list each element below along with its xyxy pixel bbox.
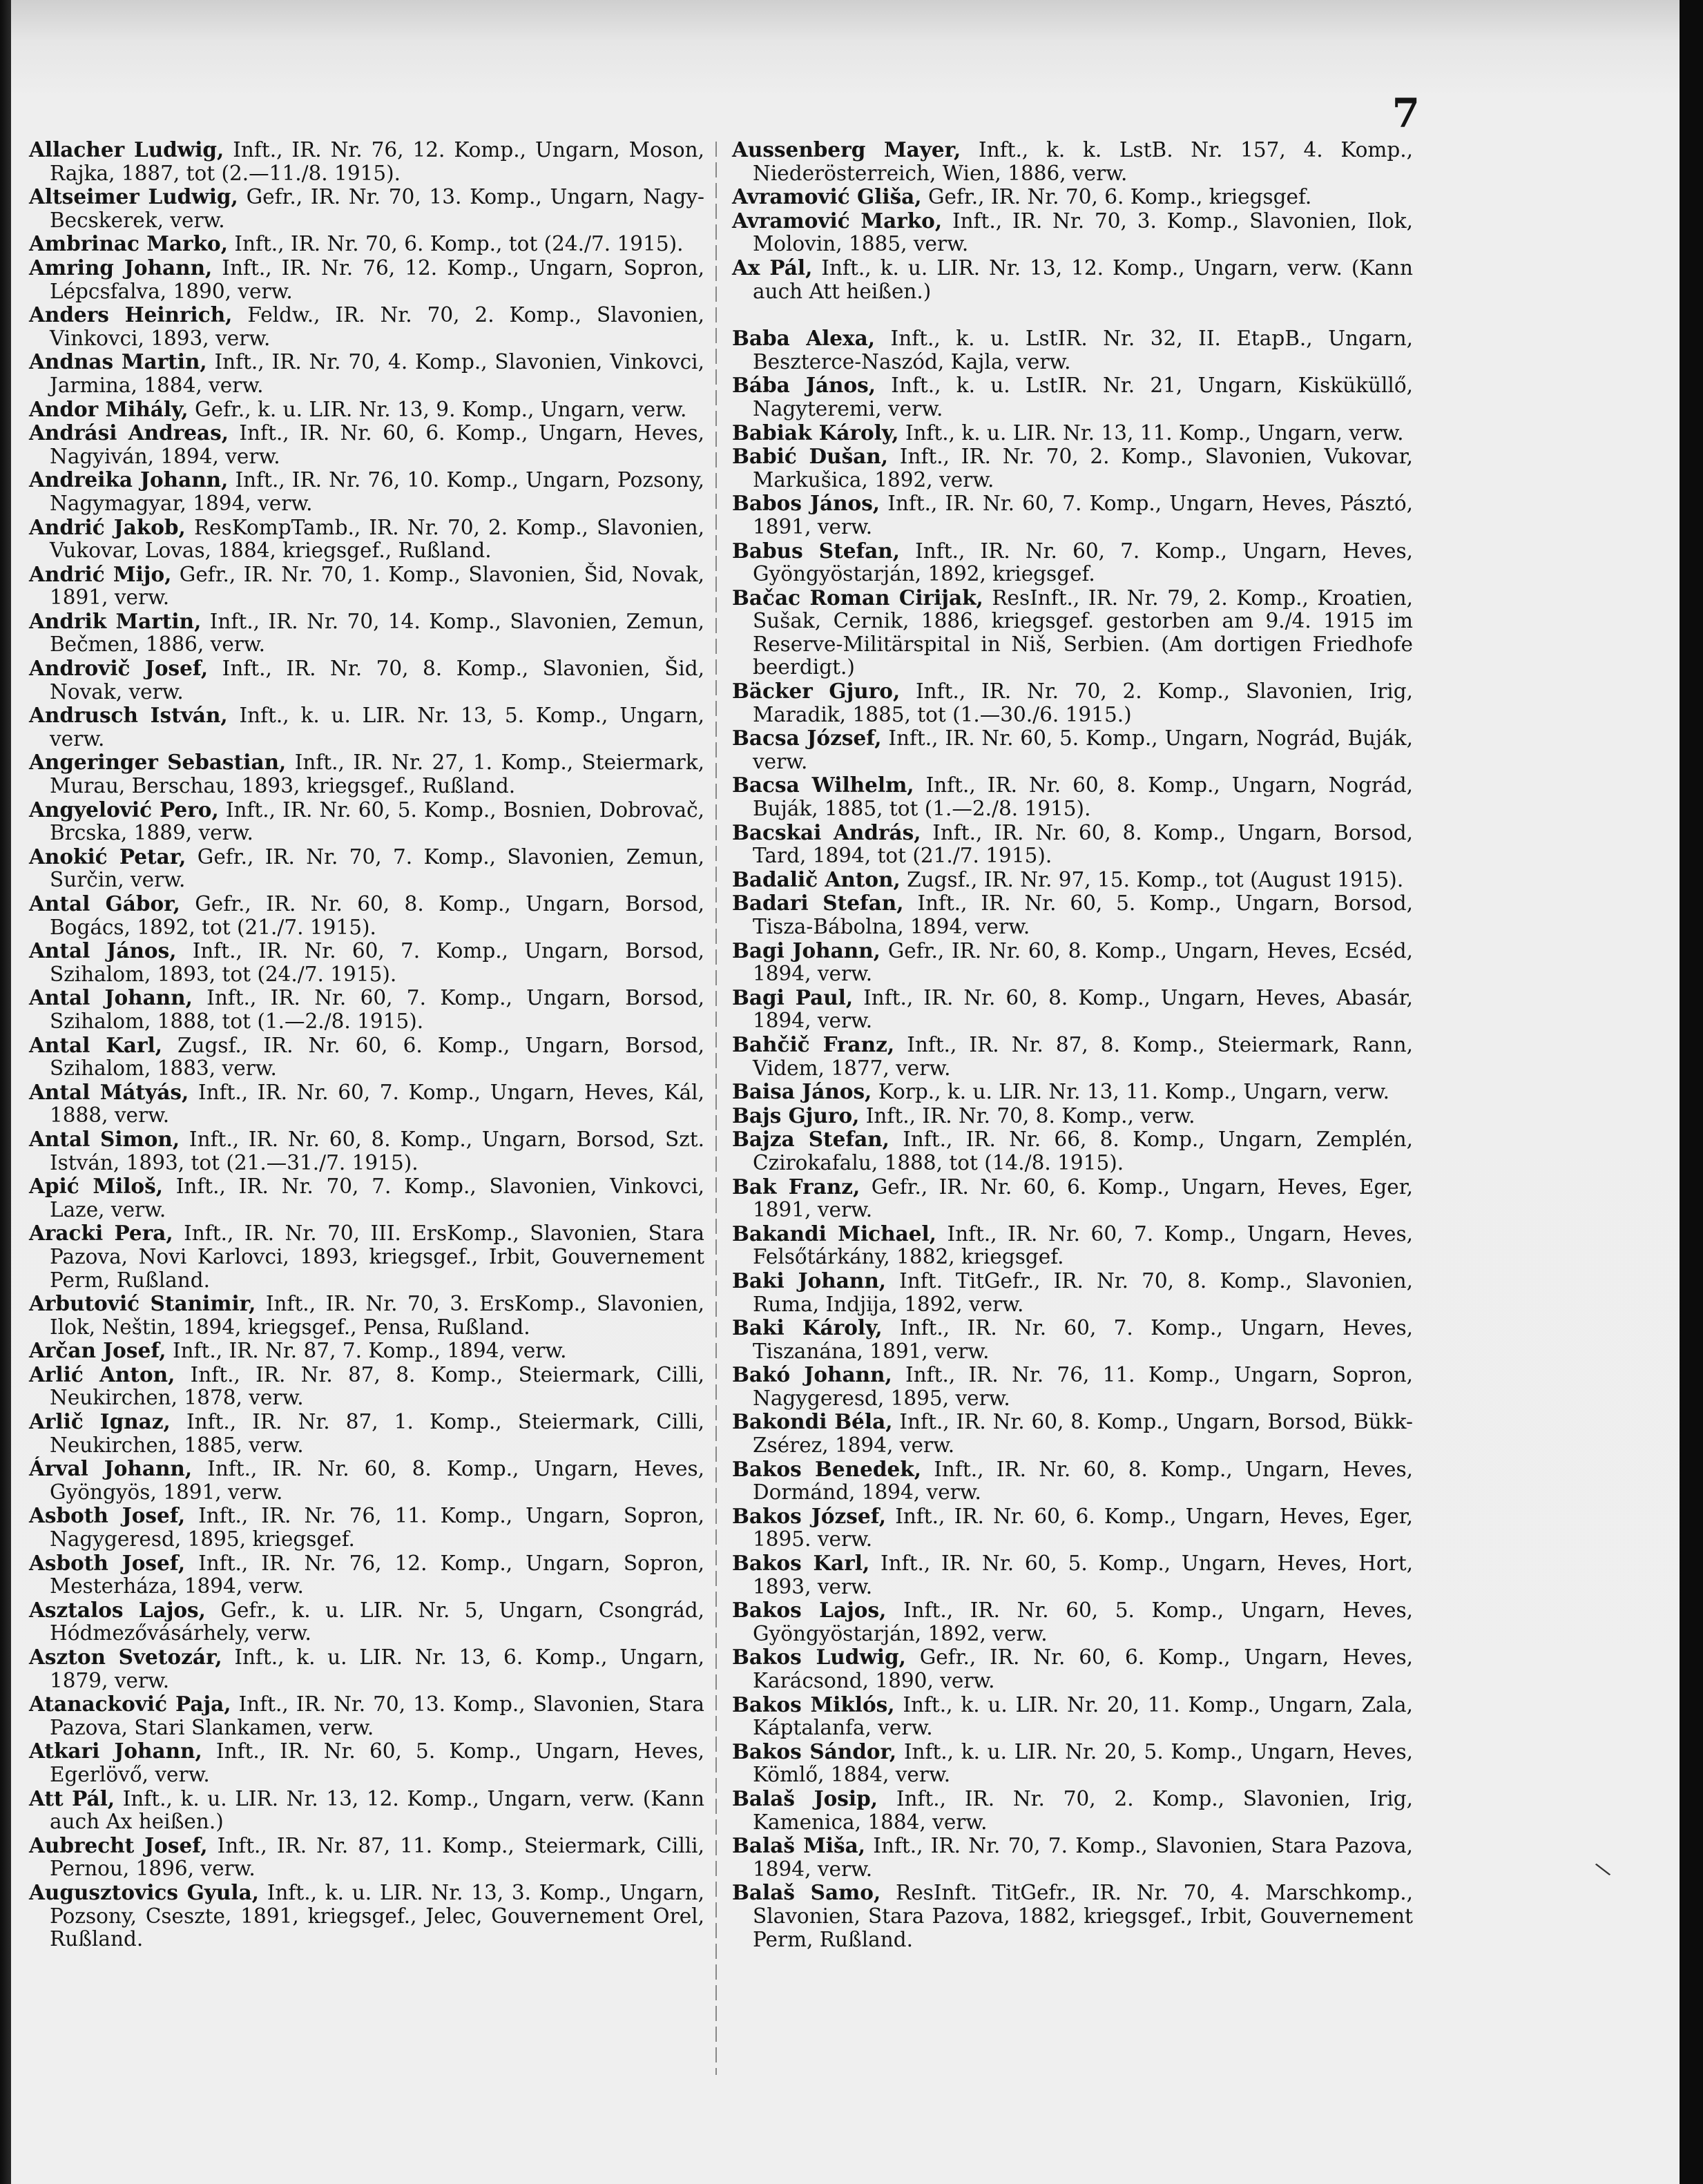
entry-details: Inft., k. u. LIR. Nr. 20, 5. Komp., Ungarn, Heves, Kömlő, 1884, verw. [753,1739,1413,1787]
left-column [29,138,704,1951]
entry-name: Apić Miloš, [29,1174,163,1199]
casualty-entry [732,1740,1413,1787]
entry-details: Inft., IR. Nr. 60, 8. Komp., Ungarn, Heves, Abasár, 1894, verw. [753,985,1413,1033]
entry-details: Gefr., k. u. LIR. Nr. 5, Ungarn, Csongrád, Hódmezővásárhely, verw. [50,1598,704,1645]
casualty-entry [29,1552,704,1598]
entry-details: Inft., k. u. LIR. Nr. 13, 5. Komp., Ungarn, verw. [50,704,705,751]
casualty-entry [732,539,1413,586]
entry-details: Feldw., IR. Nr. 70, 2. Komp., Slavonien, Vinkovci, 1893, verw. [50,303,704,350]
entry-details: Inft., IR. Nr. 87, 11. Komp., Steiermark, Cilli, Pernou, 1896, verw. [50,1833,704,1881]
entry-details: Inft., IR. Nr. 70, 13. Komp., Slavonien, Stara Pazova, Stari Slankamen, verw. [50,1692,704,1739]
entry-name: Bakos Ludwig, [732,1645,906,1670]
entry-details: Inft., IR. Nr. 70, 3. ErsKomp., Slavonien, Ilok, Neštin, 1894, kriegsgef., Pensa, Rußland. [50,1292,704,1339]
entry-details: Inft., IR. Nr. 60, 8. Komp., Ungarn, Nográd, Buják, 1885, tot (1.—2./8. 1915). [753,773,1414,821]
casualty-entry [29,1881,704,1951]
entry-name: Antal Mátyás, [29,1079,189,1104]
entry-name: Asboth Josef, [29,1550,186,1575]
entry-details: Inft., IR. Nr. 60, 5. Komp., Ungarn, Borsod, Tisza-Bábolna, 1894, verw. [753,891,1414,938]
casualty-entry [29,398,704,422]
entry-name: Androvič Josef, [29,656,209,681]
entry-name: Aubrecht Josef, [29,1833,208,1857]
entry-name: Amring Johann, [29,255,213,280]
entry-name: Bakos Lajos, [732,1598,887,1623]
scan-edge-left [0,0,11,2184]
entry-name: Bakos Sándor, [732,1739,897,1763]
entry-details: Inft., IR. Nr. 76, 12. Komp., Ungarn, Sopron, Lépcsfalva, 1890, verw. [50,255,704,303]
entry-name: Andrási Andreas, [29,421,229,445]
entry-name: Antal Simon, [29,1126,180,1151]
casualty-entry [732,327,1413,374]
casualty-entry [732,939,1413,986]
entry-name: Baisa János, [732,1079,872,1104]
entry-details: Inft., IR. Nr. 70, 4. Komp., Slavonien, Vinkovci, Jarmina, 1884, verw. [50,350,704,397]
casualty-entry [732,1787,1413,1834]
entry-details: Korp., k. u. LIR. Nr. 13, 11. Komp., Ungarn, verw. [872,1080,1389,1104]
entry-details: Inft., k. u. LstIR. Nr. 21, Ungarn, Kisküküllő, Nagyteremi, verw. [753,374,1413,421]
casualty-entry [29,610,704,657]
entry-details: Inft., IR. Nr. 60, 8. Komp., Ungarn, Borsod, Szt. István, 1893, tot (21.—31./7. 1915). [50,1127,704,1175]
entry-name: Angyelović Pero, [29,797,219,822]
entry-name: Bajza Stefan, [732,1127,889,1152]
entry-details: ResKompTamb., IR. Nr. 70, 2. Komp., Slavonien, Vukovar, Lovas, 1884, kriegsgef., Rußland. [50,515,705,563]
entry-name: Augusztovics Gyula, [29,1879,260,1904]
entry-details: Inft., IR. Nr. 70, 7. Komp., Slavonien, Stara Pazova, 1894, verw. [753,1834,1414,1881]
entry-name: Atanacković Paja, [29,1692,231,1717]
entry-name: Babus Stefan, [732,538,900,563]
entry-name: Aussenberg Mayer, [732,137,961,162]
entry-name: Altseimer Ludwig, [29,184,238,209]
entry-details: Inft., IR. Nr. 87, 8. Komp., Steiermark, Rann, Videm, 1877, verw. [753,1032,1414,1080]
entry-details: Inft., IR. Nr. 60, 5. Komp., Bosnien, Dobrovač, Brcska, 1889, verw. [50,798,705,845]
entry-name: Bagi Paul, [732,985,854,1009]
casualty-entry [29,1645,704,1692]
casualty-entry [29,845,704,892]
casualty-entry [732,256,1413,303]
casualty-entry [29,1692,704,1739]
entry-name: Bajs Gjuro, [732,1103,860,1128]
entry-name: Andnas Martin, [29,349,207,374]
casualty-entry [732,1834,1413,1881]
entry-details: Zugsf., IR. Nr. 97, 15. Komp., tot (August 1915). [900,867,1404,891]
casualty-entry [732,1269,1413,1316]
entry-details: Inft., IR. Nr. 70, 8. Komp., verw. [859,1103,1195,1128]
entry-details: Inft., IR. Nr. 60, 6. Komp., Ungarn, Heves, Nagyiván, 1894, verw. [50,421,704,468]
casualty-entry [732,821,1413,868]
entry-details: Inft., IR. Nr. 76, 10. Komp., Ungarn, Pozsony, Nagymagyar, 1894, verw. [50,468,704,515]
stray-pen-mark: \ [1593,1857,1613,1882]
casualty-entry [732,986,1413,1033]
entry-name: Ambrinac Marko, [29,231,228,256]
entry-details: Inft., k. u. LIR. Nr. 20, 11. Komp., Ungarn, Zala, Káptalanfa, verw. [753,1692,1413,1740]
entry-name: Baki Károly, [732,1315,883,1340]
entry-name: Andor Mihály, [29,396,189,421]
entry-details: Inft., IR. Nr. 60, 5. Komp., Ungarn, Heves, Hort, 1893, verw. [753,1552,1413,1598]
entry-details: Gefr., IR. Nr. 60, 6. Komp., Ungarn, Heves, Karácsond, 1890, verw. [753,1645,1413,1692]
entry-name: Antal Gábor, [29,891,180,916]
casualty-entry [29,516,704,563]
entry-name: Anders Heinrich, [29,302,233,327]
entry-details: Inft., IR. Nr. 60, 7. Komp., Ungarn, Heves, Felsőtárkány, 1882, kriegsgef. [753,1221,1413,1269]
entry-details: Inft. TitGefr., IR. Nr. 70, 8. Komp., Slavonien, Ruma, Indjija, 1892, verw. [753,1268,1413,1316]
entry-details: Inft., IR. Nr. 76, 11. Komp., Ungarn, Sopron, Nagygeresd, 1895, verw. [753,1363,1413,1410]
entry-details: Inft., IR. Nr. 60, 5. Komp., Ungarn, Heves, Egerlövő, verw. [50,1739,704,1786]
entry-name: Angeringer Sebastian, [29,750,287,775]
entry-details: Inft., IR. Nr. 66, 8. Komp., Ungarn, Zemplén, Czirokafalu, 1888, tot (14./8. 1915). [753,1128,1413,1175]
entry-name: Aszton Svetozár, [29,1645,222,1669]
entry-details: Inft., k. u. LIR. Nr. 13, 12. Komp., Ungarn, verw. (Kann auch Ax heißen.) [50,1786,705,1834]
casualty-entry [732,138,1413,185]
entry-name: Arbutović Stanimir, [29,1291,256,1316]
entry-details: Inft., IR. Nr. 87, 7. Komp., 1894, verw. [166,1339,567,1363]
entry-details: Inft., IR. Nr. 60, 5. Komp., Ungarn, Nográd, Buják, verw. [753,726,1413,773]
casualty-entry [29,563,704,610]
scan-edge-right [1680,0,1703,2184]
casualty-entry [29,303,704,350]
entry-details: ResInft. TitGefr., IR. Nr. 70, 4. Marschkomp., Slavonien, Stara Pazova, 1882, kriegsgef., Irbit, Gouvernement Perm, Rußland. [753,1881,1413,1951]
entry-name: Bakos Benedek, [732,1456,921,1481]
casualty-entry [732,1104,1413,1128]
entry-name: Bába János, [732,373,876,398]
entry-name: Arčan Josef, [29,1338,166,1363]
entry-details: Inft., IR. Nr. 70, III. ErsKomp., Slavonien, Stara Pazova, Novi Karlovci, 1893, kriegsgef., Irbit, Gouvernement Perm, Rußland. [50,1221,705,1292]
entry-details: Inft., IR. Nr. 70, 2. Komp., Slavonien, Irig, Maradik, 1885, tot (1.—30./6. 1915.) [753,679,1414,726]
column-divider [715,142,717,2075]
entry-details: Zugsf., IR. Nr. 60, 6. Komp., Ungarn, Borsod, Szihalom, 1883, verw. [50,1033,704,1081]
entry-details: Inft., IR. Nr. 76, 11. Komp., Ungarn, Sopron, Nagygeresd, 1895, kriegsgef. [50,1504,705,1552]
casualty-entry [29,468,704,515]
entry-details: Inft., IR. Nr. 60, 6. Komp., Ungarn, Heves, Eger, 1895. verw. [753,1504,1414,1552]
casualty-entry [29,986,704,1033]
entry-details: Inft., k. u. LIR. Nr. 13, 11. Komp., Ungarn, verw. [898,421,1404,445]
entry-name: Bacsa József, [732,726,882,751]
casualty-entry [29,1292,704,1339]
entry-details: Inft., IR. Nr. 60, 8. Komp., Ungarn, Heves, Dormánd, 1894, verw. [753,1457,1413,1505]
casualty-entry [732,1128,1413,1175]
entry-name: Baba Alexa, [732,326,876,351]
casualty-entry [732,445,1413,492]
casualty-entry [29,138,704,185]
entry-details: Inft., IR. Nr. 60, 7. Komp., Ungarn, Heves, Tiszanána, 1891, verw. [753,1316,1413,1363]
entry-name: Bagi Johann, [732,938,881,963]
entry-details: Inft., IR. Nr. 70, 2. Komp., Slavonien, Irig, Kamenica, 1884, verw. [753,1786,1414,1834]
entry-details: Inft., IR. Nr. 70, 8. Komp., Slavonien, Šid, Novak, verw. [50,657,704,704]
entry-details: Gefr., IR. Nr. 70, 1. Komp., Slavonien, Šid, Novak, 1891, verw. [50,562,704,610]
entry-details: Inft., IR. Nr. 76, 12. Komp., Ungarn, Sopron, Mesterháza, 1894, verw. [50,1551,705,1598]
entry-name: Bakos Karl, [732,1551,870,1576]
entry-name: Anokić Petar, [29,844,186,869]
casualty-entry [732,726,1413,773]
entry-name: Balaš Josip, [732,1786,878,1810]
entry-name: Babiak Károly, [732,420,899,445]
entry-details: Inft., IR. Nr. 60, 5. Komp., Ungarn, Heves, Gyöngyöstarján, 1892, verw. [753,1598,1413,1645]
entry-name: Atkari Johann, [29,1739,202,1763]
casualty-entry [732,1316,1413,1363]
casualty-entry [732,374,1413,421]
entry-name: Antal János, [29,938,177,963]
casualty-entry [29,1834,704,1881]
casualty-entry [732,1552,1413,1598]
entry-name: Allacher Ludwig, [29,137,224,162]
casualty-entry [29,1081,704,1128]
entry-details: Gefr., IR. Nr. 70, 13. Komp., Ungarn, Nagy-Becskerek, verw. [50,185,704,232]
casualty-entry [732,1693,1413,1740]
entry-name: Bakos József, [732,1503,886,1528]
entry-name: Bakos Miklós, [732,1692,895,1717]
entry-name: Andreika Johann, [29,467,229,492]
entry-name: Avramović Marko, [732,208,943,233]
entry-details: Inft., k. u. LIR. Nr. 13, 3. Komp., Ungarn, Pozsony, Cseszte, 1891, kriegsgef., Jelec, Gouvernement Orel, Rußland. [50,1880,704,1951]
entry-name: Asboth Josef, [29,1503,186,1528]
casualty-entry [29,1363,704,1410]
casualty-entry [29,892,704,939]
entry-details: Inft., k. k. LstB. Nr. 157, 4. Komp., Niederösterreich, Wien, 1886, verw. [753,138,1414,185]
entry-details: Inft., IR. Nr. 60, 7. Komp., Ungarn, Borsod, Szihalom, 1888, tot (1.—2./8. 1915). [50,986,704,1033]
entry-name: Andrusch István, [29,703,228,728]
casualty-entry [29,1598,704,1645]
entry-details: Inft., IR. Nr. 60, 8. Komp., Ungarn, Heves, Gyöngyös, 1891, verw. [50,1457,704,1504]
entry-details: Gefr., IR. Nr. 70, 6. Komp., kriegsgef. [921,185,1312,209]
entry-name: Badari Stefan, [732,891,904,916]
entry-name: Bačac Roman Cirijak, [732,585,983,610]
page-number: 7 [1392,90,1420,137]
entry-details: Inft., IR. Nr. 70, 2. Komp., Slavonien, Vukovar, Markušica, 1892, verw. [753,445,1414,492]
entry-name: Ax Pál, [732,255,813,280]
casualty-entry [732,868,1413,892]
casualty-entry [29,1221,704,1292]
casualty-entry [732,1505,1413,1552]
casualty-entry [732,773,1413,820]
casualty-entry [29,1034,704,1081]
casualty-entry [29,350,704,397]
casualty-entry [732,586,1413,679]
casualty-entry [29,1128,704,1175]
entry-details: Inft., IR. Nr. 60, 7. Komp., Ungarn, Heves, Kál, 1888, verw. [50,1080,704,1128]
entry-name: Asztalos Lajos, [29,1597,206,1622]
casualty-entry [732,1458,1413,1505]
casualty-entry [732,492,1413,539]
entry-name: Balaš Samo, [732,1880,881,1905]
entry-name: Badalič Anton, [732,867,901,891]
entry-details: Gefr., k. u. LIR. Nr. 13, 9. Komp., Ungarn, verw. [188,397,687,421]
entry-details: ResInft., IR. Nr. 79, 2. Komp., Kroatien, Sušak, Cernik, 1886, kriegsgef. gestorben am 9./4. 1915 im Reserve-Militärspital in Niš, Serbien. (Am dortigen Friedhofe beerdigt.) [753,586,1413,679]
casualty-entry [732,1222,1413,1269]
casualty-entry [29,1175,704,1221]
entry-details: Inft., IR. Nr. 70, 14. Komp., Slavonien, Zemun, Bečmen, 1886, verw. [50,609,704,657]
entry-name: Arlić Anton, [29,1362,175,1386]
casualty-entry [732,1080,1413,1104]
casualty-entry [732,421,1413,445]
entry-name: Balaš Miša, [732,1833,866,1858]
entry-details: Inft., k. u. LIR. Nr. 13, 6. Komp., Ungarn, 1879, verw. [50,1645,705,1692]
casualty-entry [29,1739,704,1786]
entry-details: Gefr., IR. Nr. 60, 8. Komp., Ungarn, Borsod, Bogács, 1892, tot (21./7. 1915). [50,892,704,939]
entry-name: Bacskai András, [732,820,921,844]
casualty-entry [29,751,704,798]
entry-details: Inft., IR. Nr. 70, 6. Komp., tot (24./7. 1915). [227,232,684,256]
entry-details: Inft., k. u. LIR. Nr. 13, 12. Komp., Ungarn, verw. (Kann auch Att heißen.) [753,255,1413,303]
entry-details: Inft., IR. Nr. 60, 8. Komp., Ungarn, Borsod, Tard, 1894, tot (21./7. 1915). [753,820,1413,868]
entry-name: Bäcker Gjuro, [732,679,901,704]
entry-details: Gefr., IR. Nr. 60, 8. Komp., Ungarn, Heves, Ecséd, 1894, verw. [753,938,1413,986]
casualty-entry [29,232,704,256]
casualty-entry [29,1457,704,1504]
entry-details: Gefr., IR. Nr. 70, 7. Komp., Slavonien, Zemun, Surčin, verw. [50,844,704,892]
casualty-entry [732,1033,1413,1080]
entry-name: Andrik Martin, [29,608,202,633]
entry-name: Andrić Mijo, [29,561,172,586]
entry-name: Avramović Gliša, [732,184,922,209]
entry-name: Bakó Johann, [732,1362,892,1387]
entry-details: Inft., IR. Nr. 60, 8. Komp., Ungarn, Borsod, Bükk-Zsérez, 1894, verw. [753,1410,1413,1458]
entry-details: Inft., IR. Nr. 70, 7. Komp., Slavonien, Vinkovci, Laze, verw. [50,1175,705,1221]
casualty-entry [732,1175,1413,1222]
entry-details: Inft., IR. Nr. 60, 7. Komp., Ungarn, Heves, Gyöngyöstarján, 1892, kriegsgef. [753,539,1413,586]
entry-name: Bakandi Michael, [732,1221,936,1246]
entry-details: Inft., IR. Nr. 27, 1. Komp., Steiermark, Murau, Berschau, 1893, kriegsgef., Rußland. [50,751,704,798]
right-column [732,138,1413,1951]
entry-details: Inft., IR. Nr. 70, 3. Komp., Slavonien, Ilok, Molovin, 1885, verw. [753,209,1413,256]
entry-name: Bacsa Wilhelm, [732,773,914,798]
casualty-entry [732,891,1413,938]
entry-name: Antal Karl, [29,1032,162,1057]
entry-details: Inft., IR. Nr. 87, 1. Komp., Steiermark, Cilli, Neukirchen, 1885, verw. [50,1410,704,1457]
casualty-entry [29,185,704,232]
entry-name: Babić Dušan, [732,444,889,469]
entry-name: Aracki Pera, [29,1221,173,1246]
casualty-entry [732,1410,1413,1457]
casualty-entry [29,1504,704,1551]
casualty-entry [732,679,1413,726]
entry-details: Inft., k. u. LstIR. Nr. 32, II. EtapB., Ungarn, Beszterce-Naszód, Kajla, verw. [753,327,1413,374]
casualty-entry [732,1645,1413,1692]
casualty-entry [732,209,1413,256]
entry-name: Bakondi Béla, [732,1409,893,1434]
casualty-entry [732,1363,1413,1410]
casualty-entry [732,1881,1413,1951]
entry-name: Babos János, [732,491,881,516]
casualty-entry [29,798,704,845]
entry-name: Bak Franz, [732,1174,860,1199]
casualty-entry [29,657,704,704]
entry-details: Inft., IR. Nr. 60, 7. Komp., Ungarn, Heves, Pásztó, 1891, verw. [753,492,1413,539]
entry-name: Att Pál, [29,1786,115,1810]
casualty-entry [29,256,704,303]
entry-details: Inft., IR. Nr. 87, 8. Komp., Steiermark, Cilli, Neukirchen, 1878, verw. [50,1362,704,1410]
entry-name: Arlič Ignaz, [29,1409,171,1434]
entry-name: Árval Johann, [29,1456,193,1481]
casualty-entry [732,185,1413,209]
casualty-entry [732,1598,1413,1645]
casualty-entry [29,1787,704,1834]
entry-name: Andrić Jakob, [29,514,186,539]
entry-details: Gefr., IR. Nr. 60, 6. Komp., Ungarn, Heves, Eger, 1891, verw. [753,1175,1413,1222]
casualty-entry [29,704,704,751]
casualty-entry [29,939,704,986]
entry-name: Baki Johann, [732,1268,887,1293]
casualty-entry [29,1410,704,1457]
entry-name: Antal Johann, [29,985,193,1010]
entry-details: Inft., IR. Nr. 76, 12. Komp., Ungarn, Moson, Rajka, 1887, tot (2.—11./8. 1915). [50,138,704,185]
casualty-entry [29,1339,704,1363]
entry-details: Inft., IR. Nr. 60, 7. Komp., Ungarn, Borsod, Szihalom, 1893, tot (24./7. 1915). [50,939,704,986]
casualty-entry [29,421,704,468]
entry-name: Bahčič Franz, [732,1032,895,1056]
